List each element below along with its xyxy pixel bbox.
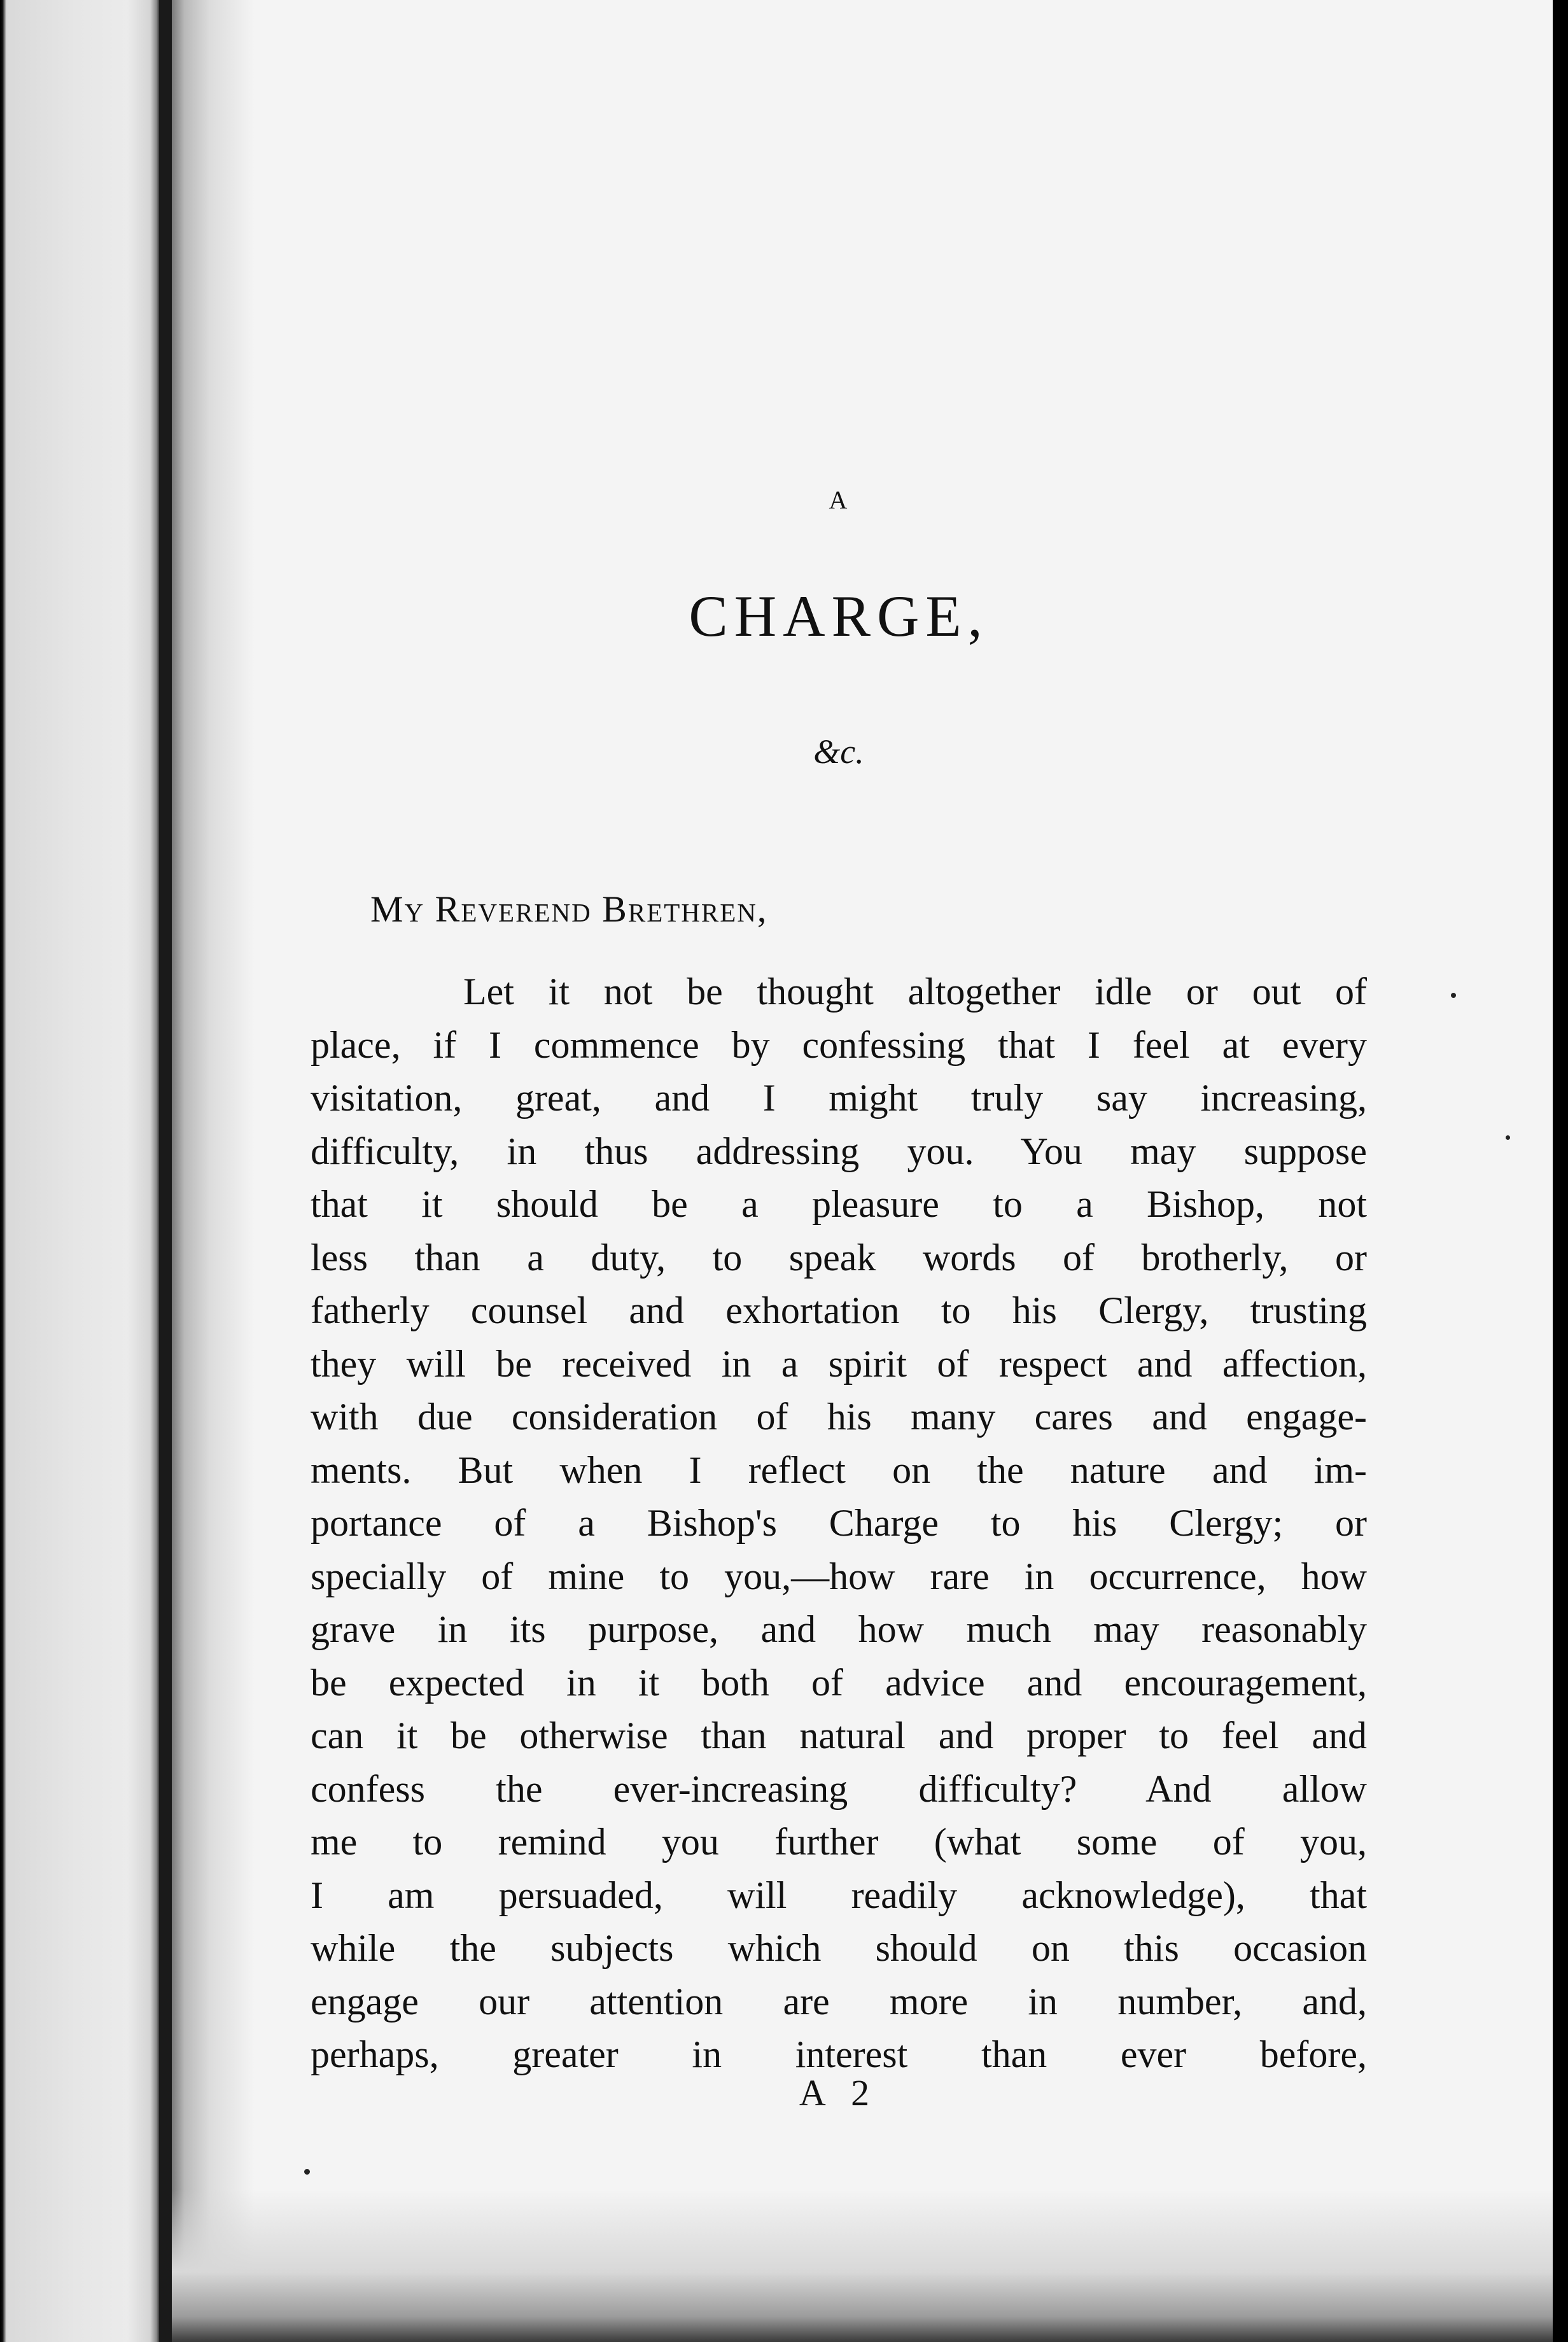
text-line: ments. But when I reflect on the nature and im- — [311, 1448, 1367, 1491]
text-line: visitation, great, and I might truly say increasing, — [311, 1077, 1367, 1119]
text-line: Let it not be thought altogether idle or out of — [463, 971, 1367, 1013]
text-line: engage our attention are more in number, and, — [311, 1980, 1367, 2023]
text-line: specially of mine to you,—how rare in occurrence, how — [311, 1555, 1367, 1597]
text-line: portance of a Bishop's Charge to his Clergy; or — [311, 1502, 1367, 1544]
heading-article: A — [829, 486, 849, 514]
text-line: they will be received in a spirit of respect and affection, — [311, 1342, 1367, 1385]
text-line: I am persuaded, will readily acknowledge), that — [311, 1874, 1367, 1916]
text-line: can it be otherwise than natural and proper to feel and — [311, 1714, 1367, 1756]
text-line: difficulty, in thus addressing you. You may suppose — [311, 1130, 1367, 1172]
text-line: fatherly counsel and exhortation to his Clergy, trusting — [311, 1289, 1367, 1331]
body-text — [311, 965, 1367, 2082]
text-line: while the subjects which should on this occasion — [311, 1927, 1367, 1969]
text-line: be expected in it both of advice and encouragement, — [311, 1661, 1367, 1704]
text-line: me to remind you further (what some of you, — [311, 1821, 1367, 1863]
signature-mark: A 2 — [799, 2072, 879, 2114]
text-line: place, if I commence by confessing that I feel at every — [311, 1023, 1367, 1066]
salutation: My Reverend Brethren, — [370, 888, 768, 930]
print-speck — [304, 2169, 310, 2175]
text-line: grave in its purpose, and how much may reasonably — [311, 1608, 1367, 1650]
text-line: perhaps, greater in interest than ever before, — [311, 2033, 1367, 2075]
text-line: less than a duty, to speak words of brotherly, or — [311, 1236, 1367, 1279]
book-gutter — [159, 0, 172, 2342]
text-line: confess the ever-increasing difficulty? And allow — [311, 1767, 1367, 1810]
heading-etcetera: &c. — [813, 733, 864, 771]
print-speck — [1506, 1135, 1510, 1140]
print-speck — [1451, 993, 1456, 998]
page-title: CHARGE, — [689, 584, 989, 649]
left-page-edge — [0, 0, 159, 2342]
page-gutter-shadow — [172, 0, 255, 2342]
text-line: that it should be a pleasure to a Bishop, not — [311, 1183, 1367, 1225]
scan-right-border — [1553, 0, 1568, 2342]
page-bottom-shadow — [172, 2189, 1553, 2342]
text-line: with due consideration of his many cares and engage- — [311, 1396, 1367, 1438]
